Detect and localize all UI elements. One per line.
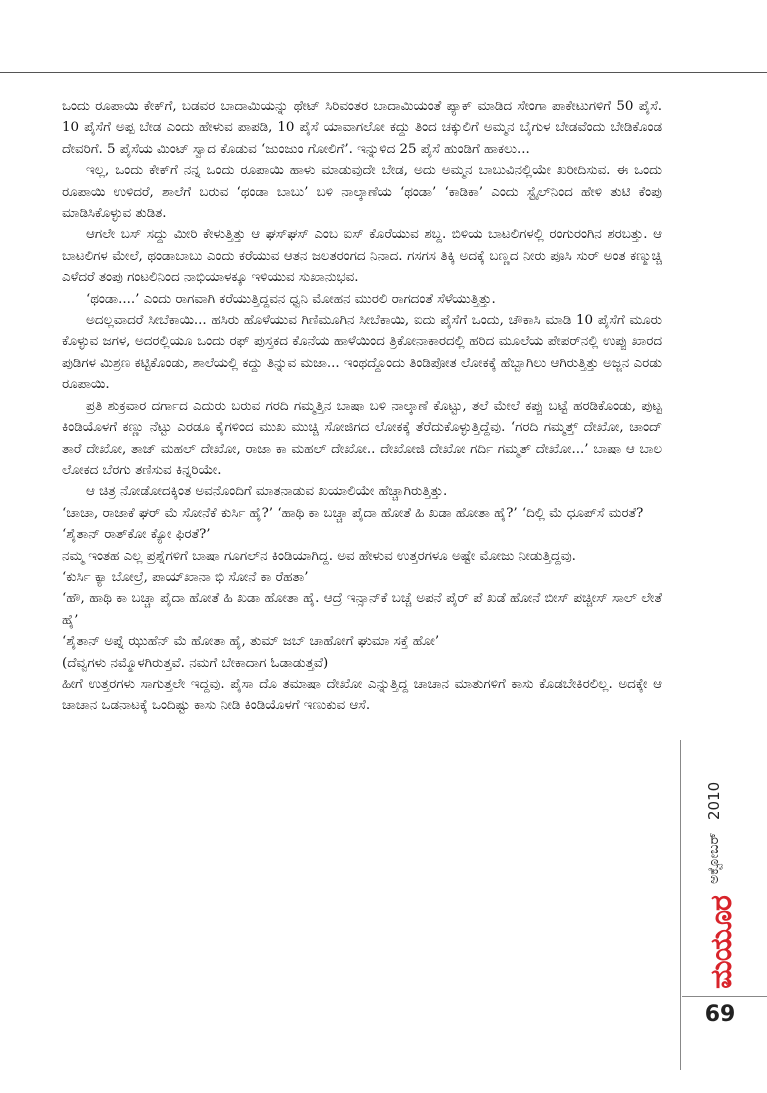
paragraph: ಒಂದು ರೂಪಾಯಿ ಕೇಕ್‌ಗೆ, ಬಡವರ ಬಾದಾಮಿಯನ್ನು ಥೇಟ್ ಸಿರಿವಂತರ ಬಾದಾಮಿಯಂತೆ ಪ್ಯಾಕ್ ಮಾಡಿದ ಸೇಂಗಾ ಪಾಕೇಟುಗಳಿಗೆ 50 ಪೈಸೆ. 10 ಪೈಸೆಗೆ ಅಪ್ಪ ಬೇಡ ಎಂದು ಹೇಳುವ ಪಾಪಡಿ, 10 ಪೈಸೆ ಯಾವಾಗಲೋ ಕದ್ದು ತಿಂದ ಚಕ್ಕುಲಿಗೆ ಅಮ್ಮನ ಬೈಗುಳ ಬೇಡವೆಂದು ಬೇಡಿಕೊಂಡ ದೇವರಿಗೆ. 5 ಪೈಸೆಯ ಮಿಂಟ್ ಸ್ವಾದ ಕೊಡುವ ‘ಜುಂಜುಂ ಗೋಲಿಗೆ’. ಇನ್ನುಳಿದ 25 ಪೈಸೆ ಹುಂಡಿಗೆ ಹಾಕಲು... bbox=[62, 99, 662, 157]
paragraph: ಪ್ರತಿ ಶುಕ್ರವಾರ ದರ್ಗಾದ ಎದುರು ಬರುವ ಗರದಿ ಗಮ್ಮತ್ತಿನ ಬಾಷಾ ಬಳಿ ನಾಲ್ಕಾಣೆ ಕೊಟ್ಟು, ತಲೆ ಮೇಲೆ ಕಪ್ಪು ಬಟ್ಟೆ ಹರಡಿಕೊಂಡು, ಪುಟ್ಟ ಕಿಂಡಿಯೊಳಗೆ ಕಣ್ಣು ನೆಟ್ಟು ಎರಡೂ ಕೈಗಳಿಂದ ಮುಖ ಮುಚ್ಚಿ ಸೋಜಿಗದ ಲೋಕಕ್ಕೆ ತೆರೆದುಕೊಳ್ಳುತ್ತಿದ್ದೆವು. ‘ಗರದಿ ಗಮ್ಮತ್ತ್ ದೇಖೋ, ಚಾಂದ್ ತಾರೆ ದೇಖೋ, ತಾಜ್ ಮಹಲ್ ದೇಖೋ, ರಾಜಾ ಕಾ ಮಹಲ್ ದೇಖೋ.. ದೇಖೋಜಿ ದೇಖೋ ಗರ್ದಿ ಗಮ್ಮತ್ ದೇಖೋ...’ ಬಾಷಾ ಆ ಬಾಲ ಲೋಕದ ಬೆರಗು ತಣಿಸುವ ಕಿನ್ನರಿಯೇ. bbox=[62, 398, 662, 478]
header-rule bbox=[0, 72, 767, 73]
page-number-rule bbox=[682, 996, 767, 997]
paragraph: ನಮ್ಮ ಇಂತಹ ಎಲ್ಲ ಪ್ರಶ್ನೆಗಳಿಗೆ ಬಾಷಾ ಗೂಗಲ್‌ನ ಕಿಂಡಿಯಾಗಿದ್ದ. ಅವ ಹೇಳುವ ಉತ್ತರಗಳೂ ಅಷ್ಟೇ ಮೋಜು ನೀಡುತ್ತಿದ್ದವು. bbox=[62, 548, 576, 564]
paragraph: ಆ ಚಿತ್ರ ನೋಡೋದಕ್ಕಿಂತ ಅವನೊಂದಿಗೆ ಮಾತನಾಡುವ ಖಯಾಲಿಯೇ ಹೆಚ್ಚಾಗಿರುತ್ತಿತ್ತು. bbox=[86, 484, 448, 500]
magazine-name: ಮಯೂರ bbox=[703, 895, 739, 989]
issue-date bbox=[705, 742, 729, 884]
page-number: 69 bbox=[704, 1002, 736, 1027]
paragraph: ಇಲ್ಲ, ಒಂದು ಕೇಕ್‌ಗೆ ನನ್ನ ಒಂದು ರೂಪಾಯಿ ಹಾಳು ಮಾಡುವುದೇ ಬೇಡ, ಅದು ಅಮ್ಮನ ಬಾಬುವಿನಲ್ಲಿಯೇ ಖರೀದಿಸುವ. ಈ ಒಂದು ರೂಪಾಯಿ ಉಳಿದರೆ, ಶಾಲೆಗೆ ಬರುವ ‘ಥಂಡಾ ಬಾಬು’ ಬಳಿ ನಾಲ್ಕಾಣೆಯ ‘ಥಂಡಾ’ ‘ಕಾಡಿಕಾ’ ಎಂದು ಸ್ಟೈಲ್‌ನಿಂದ ಹೇಳಿ ತುಟಿ ಕೆಂಪು ಮಾಡಿಸಿಕೊಳ್ಳುವ ತುಡಿತ. bbox=[62, 163, 662, 222]
issue-year: 2010 bbox=[705, 781, 723, 821]
paragraph: ಹೀಗೆ ಉತ್ತರಗಳು ಸಾಗುತ್ತಲೇ ಇದ್ದವು. ಪೈಸಾ ದೊ ತಮಾಷಾ ದೇಖೋ ಎನ್ನುತ್ತಿದ್ದ ಚಾಚಾನ ಮಾತುಗಳಿಗೆ ಕಾಸು ಕೊಡಬೇಕಿರಲಿಲ್ಲ. ಅದಕ್ಕೇ ಆ ಚಾಚಾನ ಒಡನಾಟಕ್ಕೆ ಒಂದಿಷ್ಟು ಕಾಸು ನೀಡಿ ಕಿಂಡಿಯೊಳಗೆ ಇಣುಕುವ ಆಸೆ. bbox=[62, 676, 662, 714]
dialogue-line: ‘ಕುರ್ಸಿ ಕ್ಯಾ ಬೋಲ್ರೆ, ಪಾಯ್‌ಖಾನಾ ಭಿ ಸೋನೆ ಕಾ ರೆಹತಾ’ bbox=[62, 569, 309, 585]
magazine-logo bbox=[696, 896, 746, 988]
sidebar-divider bbox=[680, 740, 681, 1070]
dialogue-line: ‘ಹೌ, ಹಾಥಿ ಕಾ ಬಚ್ಚಾ ಪೈದಾ ಹೋತೆ ಹಿ ಖಡಾ ಹೋತಾ ಹೈ. ಆದ್ರೆ ಇನ್ಸಾನ್‌ಕೆ ಬಚ್ಚೆ ಅಪನೆ ಪೈರ್ ಪೆ ಖಡೆ ಹೋನೆ ಬೀಸ್ ಪಚ್ಚೀಸ್ ಸಾಲ್ ಲೇತೆ ಹೈ’ bbox=[62, 591, 662, 628]
dialogue-line: ‘ಚಾಚಾ, ರಾಜಾಕೆ ಘರ್ ಮೆ ಸೋನೆಕೆ ಕುರ್ಸಿ ಹೈ?’ ‘ಹಾಥಿ ಕಾ ಬಚ್ಚಾ ಪೈದಾ ಹೋತೆ ಹಿ ಖಡಾ ಹೋತಾ ಹೈ?’ ‘ದಿಲ್ಲಿ ಮೆ ಧೂಪ್‌ಸೆ ಮರತೆ? bbox=[62, 505, 644, 521]
paragraph: ‘ಥಂಡಾ....’ ಎಂದು ರಾಗವಾಗಿ ಕರೆಯುತ್ತಿದ್ದವನ ಧ್ವನಿ ಮೋಹನ ಮುರಲಿ ರಾಗದಂತೆ ಸೆಳೆಯುತ್ತಿತ್ತು. bbox=[86, 291, 496, 307]
translation-line: (ದೆವ್ವಗಳು ನಮ್ಮೊಳಗಿರುತ್ತವೆ. ನಮಗೆ ಬೇಕಾದಾಗ ಓಡಾಡುತ್ತವೆ) bbox=[62, 655, 329, 671]
paragraph: ಅದಲ್ಲವಾದರೆ ಸೀಬೆಕಾಯಿ... ಹಸಿರು ಹೊಳೆಯುವ ಗಿಣಿಮೂಗಿನ ಸೀಬೆಕಾಯಿ, ಐದು ಪೈಸೆಗೆ ಒಂದು, ಚೌಕಾಸಿ ಮಾಡಿ 10 ಪೈಸೆಗೆ ಮೂರು ಕೊಳ್ಳುವ ಜಗಳ, ಅದರಲ್ಲಿಯೂ ಒಂದು ರಫ್ ಪುಸ್ತಕದ ಕೊನೆಯ ಹಾಳೆಯಿಂದ ತ್ರಿಕೋನಾಕಾರದಲ್ಲಿ ಹರಿದ ಮೂಲೆಯ ಪೇಪರ್‌ನಲ್ಲಿ ಉಪ್ಪು ಖಾರದ ಪುಡಿಗಳ ಮಿಶ್ರಣ ಕಟ್ಟಿಕೊಂಡು, ಶಾಲೆಯಲ್ಲಿ ಕದ್ದು ತಿನ್ನುವ ಮಜಾ... ಇಂಥದ್ದೊಂದು ತಿಂಡಿಪೋತ ಲೋಕಕ್ಕೆ ಹೆಬ್ಬಾಗಿಲು ಆಗಿರುತ್ತಿತ್ತು ಅಜ್ಜನ ಎರಡು ರೂಪಾಯಿ. bbox=[62, 313, 662, 393]
paragraph: ಆಗಲೇ ಬಸ್ ಸದ್ದು ಮೀರಿ ಕೇಳುತ್ತಿತ್ತು ಆ ಘಸ್‌ಘಸ್ ಎಂಬ ಐಸ್ ಕೊರೆಯುವ ಶಬ್ದ. ಬಿಳಿಯ ಬಾಟಲಿಗಳಲ್ಲಿ ರಂಗುರಂಗಿನ ಶರಬತ್ತು. ಆ ಬಾಟಲಿಗಳ ಮೇಲೆ, ಥಂಡಾಬಾಬು ಎಂದು ಕರೆಯುವ ಆತನ ಜಲತರಂಗದ ನಿನಾದ. ಗಸಗಸ ತಿಕ್ಕಿ ಅದಕ್ಕೆ ಬಣ್ಣದ ನೀರು ಪೂಸಿ ಸುರ್ ಅಂತ ಕಣ್ಮುಚ್ಚಿ ಎಳೆದರೆ ತಂಪು ಗಂಟಲಿನಿಂದ ನಾಭಿಯಾಳಕ್ಕೂ ಇಳಿಯುವ ಸುಖಾನುಭವ. bbox=[62, 227, 662, 286]
article-body bbox=[62, 96, 662, 717]
issue-month: ಅಕ್ಟೋಬರ್ bbox=[706, 832, 722, 884]
dialogue-line: ‘ಶೈತಾನ್ ಅಪ್ನೆ ಝುಹೆನ್ ಮೆ ಹೋತಾ ಹೈ, ತುಮ್ ಜಬ್ ಚಾಹೋಗೆ ಘುಮಾ ಸಕ್ತೆ ಹೋ’ bbox=[62, 634, 440, 650]
dialogue-line: ‘ಶೈತಾನ್ ರಾತ್‌ಕೋ ಕ್ಯೋ ಫಿರತೆ?’ bbox=[62, 527, 211, 543]
